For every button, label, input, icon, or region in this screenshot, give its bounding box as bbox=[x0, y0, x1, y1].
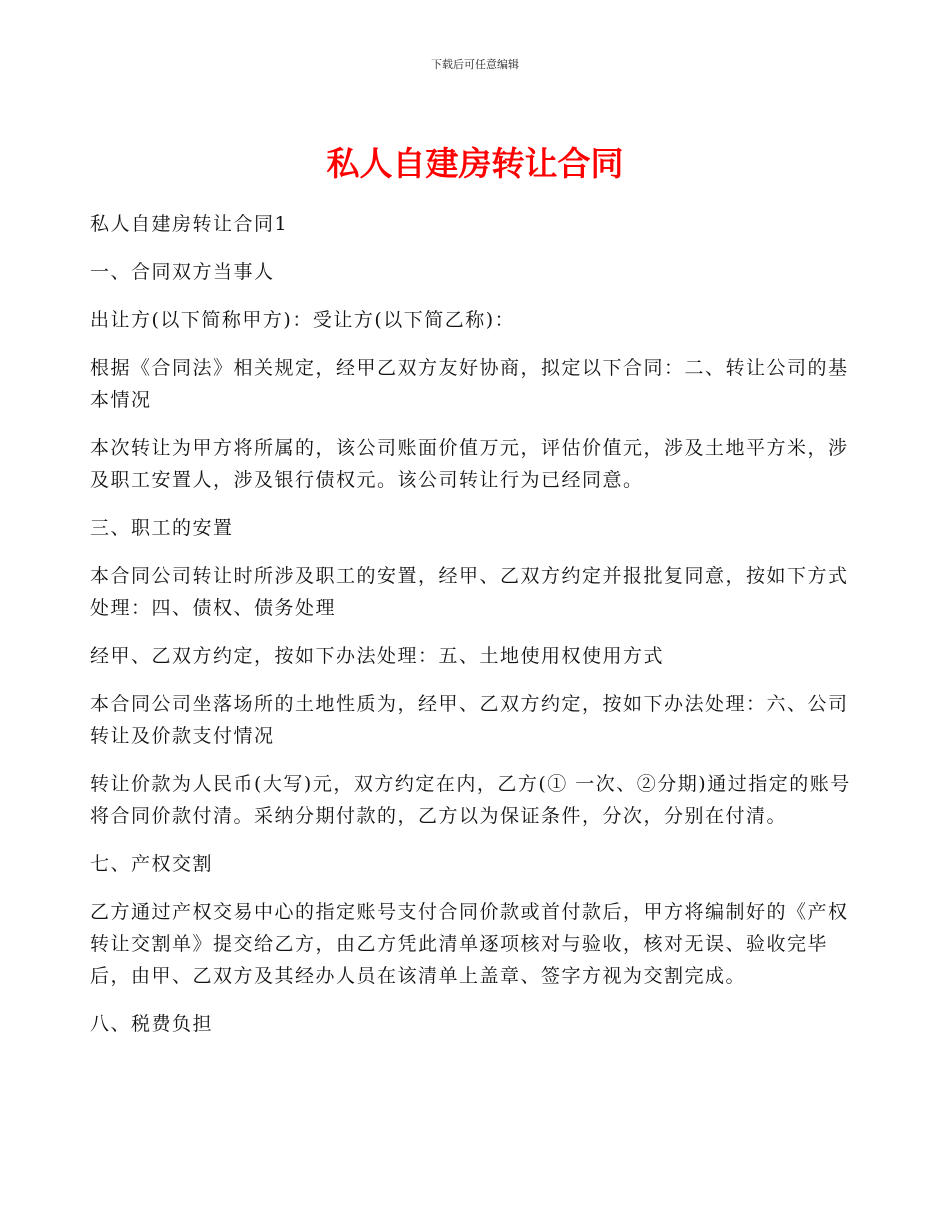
document-title: 私人自建房转让合同 bbox=[326, 144, 624, 183]
paragraph-handover: 乙方通过产权交易中心的指定账号支付合同价款或首付款后，甲方将编制好的《产权转让交割单》提交给乙方，由乙方凭此清单逐项核对与验收，核对无误、验收完毕后，由甲、乙双方及其经办人员在该清单上盖章、签字方视为交割完成。 bbox=[90, 901, 849, 987]
paragraph-company-info: 本次转让为甲方将所属的，该公司账面价值万元，评估价值元，涉及土地平方米，涉及职工安置人，涉及银行债权元。该公司转让行为已经同意。 bbox=[90, 437, 849, 491]
paragraph-payment: 转让价款为人民币(大写)元，双方约定在内，乙方(① 一次、②分期)通过指定的账号将合同价款付清。采纳分期付款的，乙方以为保证条件，分次，分别在付清。 bbox=[90, 773, 851, 827]
section-heading-handover: 七、产权交割 bbox=[90, 853, 214, 875]
section-heading-staff: 三、职工的安置 bbox=[90, 517, 234, 539]
paragraph-debts: 经甲、乙双方约定，按如下办法处理：五、土地使用权使用方式 bbox=[90, 645, 665, 667]
header-note: 下载后可任意编辑 bbox=[431, 58, 519, 71]
section-heading-taxes: 八、税费负担 bbox=[90, 1013, 214, 1035]
paragraph-land: 本合同公司坐落场所的土地性质为，经甲、乙双方约定，按如下办法处理：六、公司转让及价款支付情况 bbox=[90, 693, 849, 747]
paragraph-parties: 出让方(以下简称甲方)：受让方(以下简乙称)： bbox=[90, 309, 516, 331]
paragraph-subtitle: 私人自建房转让合同1 bbox=[90, 213, 289, 235]
section-heading-parties: 一、合同双方当事人 bbox=[90, 261, 275, 283]
document-body bbox=[90, 208, 860, 1056]
paragraph-staff: 本合同公司转让时所涉及职工的安置，经甲、乙双方约定并报批复同意，按如下方式处理：四、债权、债务处理 bbox=[90, 565, 849, 619]
paragraph-basis: 根据《合同法》相关规定，经甲乙双方友好协商，拟定以下合同：二、转让公司的基本情况 bbox=[90, 357, 849, 411]
